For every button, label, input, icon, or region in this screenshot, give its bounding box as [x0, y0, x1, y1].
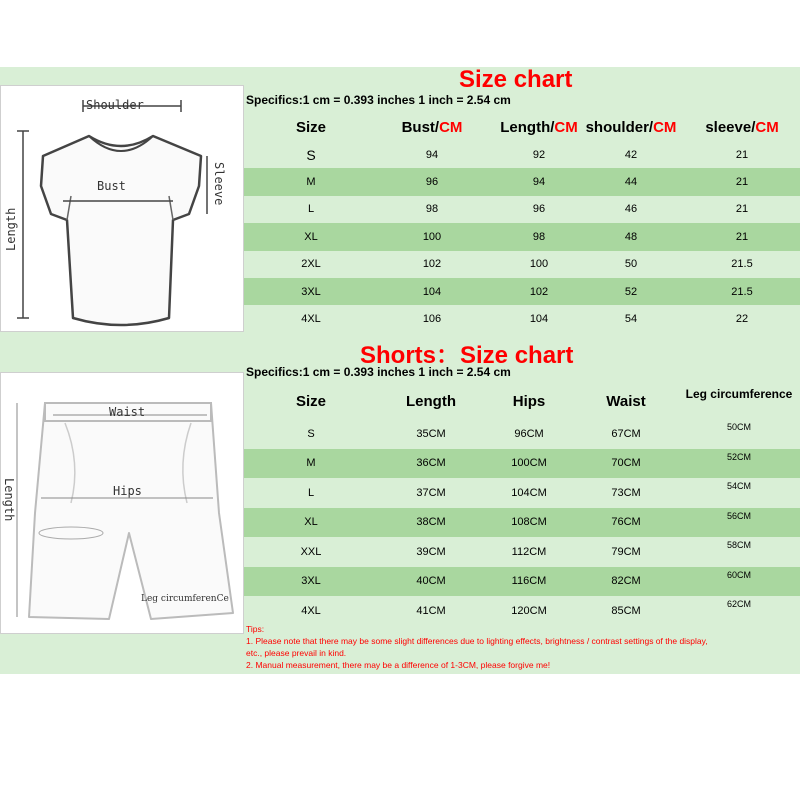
table-row	[244, 567, 800, 597]
table-row	[244, 305, 800, 332]
table-cell: 92	[532, 148, 546, 161]
tshirt-diagram	[0, 85, 244, 332]
table-cell: 102	[422, 258, 442, 271]
table-cell: 22	[735, 313, 749, 326]
table-cell: M	[306, 176, 316, 189]
tips-heading: Tips:	[246, 624, 265, 634]
hips-label: Hips	[113, 484, 142, 498]
table-cell: 76CM	[611, 516, 641, 529]
shirt-title: Size chart	[459, 66, 573, 93]
table-cell: XL	[304, 516, 318, 529]
table-cell: 42	[624, 148, 638, 161]
table-cell: 50	[624, 258, 638, 271]
table-cell: 44	[624, 176, 638, 189]
table-cell: 120CM	[511, 604, 547, 617]
table-cell: 96	[425, 176, 439, 189]
table-cell: L	[307, 203, 315, 216]
table-row	[244, 223, 800, 250]
shirt-table-header	[244, 113, 800, 141]
table-cell: 60CM	[726, 569, 751, 580]
table-cell: S	[307, 427, 315, 440]
table-cell: 79CM	[611, 545, 641, 558]
table-cell: 41CM	[416, 604, 446, 617]
table-cell: 4XL	[301, 313, 321, 326]
table-cell: XL	[304, 230, 318, 243]
table-cell: 104CM	[511, 486, 547, 499]
sleeve-label: Sleeve	[212, 162, 226, 206]
table-cell: 37CM	[416, 486, 446, 499]
table-row	[244, 419, 800, 449]
shorts-title: Shorts：Size chart	[360, 342, 574, 369]
shorts-header-size: Size	[295, 392, 326, 410]
table-cell: 46	[624, 203, 638, 216]
table-cell: 4XL	[301, 604, 321, 617]
table-cell: 2XL	[301, 258, 321, 271]
shorts-specifics: Specifics:1 cm = 0.393 inches 1 inch = 2.54 cm	[246, 365, 511, 379]
table-row	[244, 449, 800, 479]
table-row	[244, 278, 800, 305]
table-cell: XXL	[300, 545, 322, 558]
shirt-header-size: Size	[295, 118, 326, 136]
table-row	[244, 537, 800, 567]
table-cell: 70CM	[611, 457, 641, 470]
table-cell: 50CM	[726, 422, 751, 432]
table-cell: 36CM	[416, 457, 446, 470]
table-row	[244, 196, 800, 223]
table-cell: 112CM	[511, 545, 547, 558]
table-row	[244, 141, 800, 168]
table-cell: 52CM	[726, 451, 751, 462]
table-cell: 98	[425, 203, 439, 216]
shorts-table-header	[244, 383, 800, 419]
table-cell: 39CM	[416, 545, 446, 558]
shirt-header-bust: Bust/ CM	[401, 118, 463, 136]
table-cell: S	[306, 146, 316, 163]
table-row	[244, 596, 800, 626]
table-cell: 62CM	[726, 599, 751, 609]
table-cell: 21	[735, 203, 749, 216]
table-cell: 54CM	[726, 481, 751, 491]
shoulder-label: Shoulder	[86, 98, 144, 112]
shorts-header-length: Length	[406, 392, 456, 410]
leg-circumference-label: Leg circumferenCe	[141, 594, 229, 604]
table-cell: 40CM	[416, 575, 446, 588]
table-cell: 21	[735, 148, 749, 161]
shirt-header-length: Length/ CM	[500, 118, 578, 136]
table-cell: 3XL	[301, 285, 321, 298]
table-cell: 102	[529, 285, 549, 298]
table-cell: 3XL	[301, 575, 321, 588]
shorts-header-hips: Hips	[512, 392, 546, 410]
shorts-diagram	[0, 372, 244, 634]
table-cell: 104	[529, 313, 549, 326]
table-cell: 67CM	[611, 427, 641, 440]
shirt-specifics: Specifics:1 cm = 0.393 inches 1 inch = 2.54 cm	[246, 93, 511, 107]
table-cell: 54	[624, 313, 638, 326]
table-cell: 106	[422, 313, 442, 326]
table-cell: 21	[735, 176, 749, 189]
table-cell: 21	[735, 230, 749, 243]
table-cell: 38CM	[416, 516, 446, 529]
table-cell: 21.5	[731, 258, 753, 271]
table-cell: 82CM	[611, 575, 641, 588]
table-cell: 104	[422, 285, 442, 298]
table-cell: 100	[422, 230, 442, 243]
table-row	[244, 168, 800, 195]
shirt-length-label: Length	[4, 207, 18, 251]
table-cell: 58CM	[726, 540, 751, 550]
table-cell: 108CM	[511, 516, 547, 529]
shorts-header-waist: Waist	[606, 392, 646, 410]
table-cell: 94	[425, 148, 439, 161]
table-cell: 35CM	[416, 427, 446, 440]
tshirt-outline-icon	[1, 86, 245, 333]
table-cell: 21.5	[731, 285, 753, 298]
table-cell: 100CM	[511, 457, 547, 470]
table-cell: 98	[532, 230, 546, 243]
table-cell: 96CM	[514, 427, 544, 440]
tip-line-1: 1. Please note that there may be some slight differences due to lighting effects, brightness / contrast settings of the display,	[246, 636, 708, 646]
shirt-header-shoulder: shoulder/ CM	[585, 118, 677, 136]
tip-line-3: 2. Manual measurement, there may be a difference of 1-3CM, please forgive me!	[246, 660, 551, 670]
table-cell: 94	[532, 176, 546, 189]
table-cell: 85CM	[611, 604, 641, 617]
bust-label: Bust	[97, 179, 126, 193]
waist-label: Waist	[109, 405, 146, 419]
table-cell: 116CM	[511, 575, 547, 588]
table-cell: 52	[624, 285, 638, 298]
shorts-length-label: Length	[2, 478, 16, 522]
tip-line-2: etc., please prevail in kind.	[246, 648, 347, 658]
table-cell: 100	[529, 258, 549, 271]
shirt-header-sleeve: sleeve/ CM	[705, 118, 779, 136]
table-cell: M	[306, 457, 316, 470]
tips-block	[246, 623, 796, 671]
table-cell: 56CM	[726, 510, 751, 521]
table-row	[244, 478, 800, 508]
table-cell: L	[307, 486, 315, 499]
table-cell: 96	[532, 203, 546, 216]
shorts-outline-icon	[1, 373, 245, 635]
table-cell: 73CM	[611, 486, 641, 499]
table-cell: 48	[624, 230, 638, 243]
table-row	[244, 251, 800, 278]
table-row	[244, 508, 800, 538]
shorts-header-leg-circumference: Leg circumference	[685, 387, 793, 401]
